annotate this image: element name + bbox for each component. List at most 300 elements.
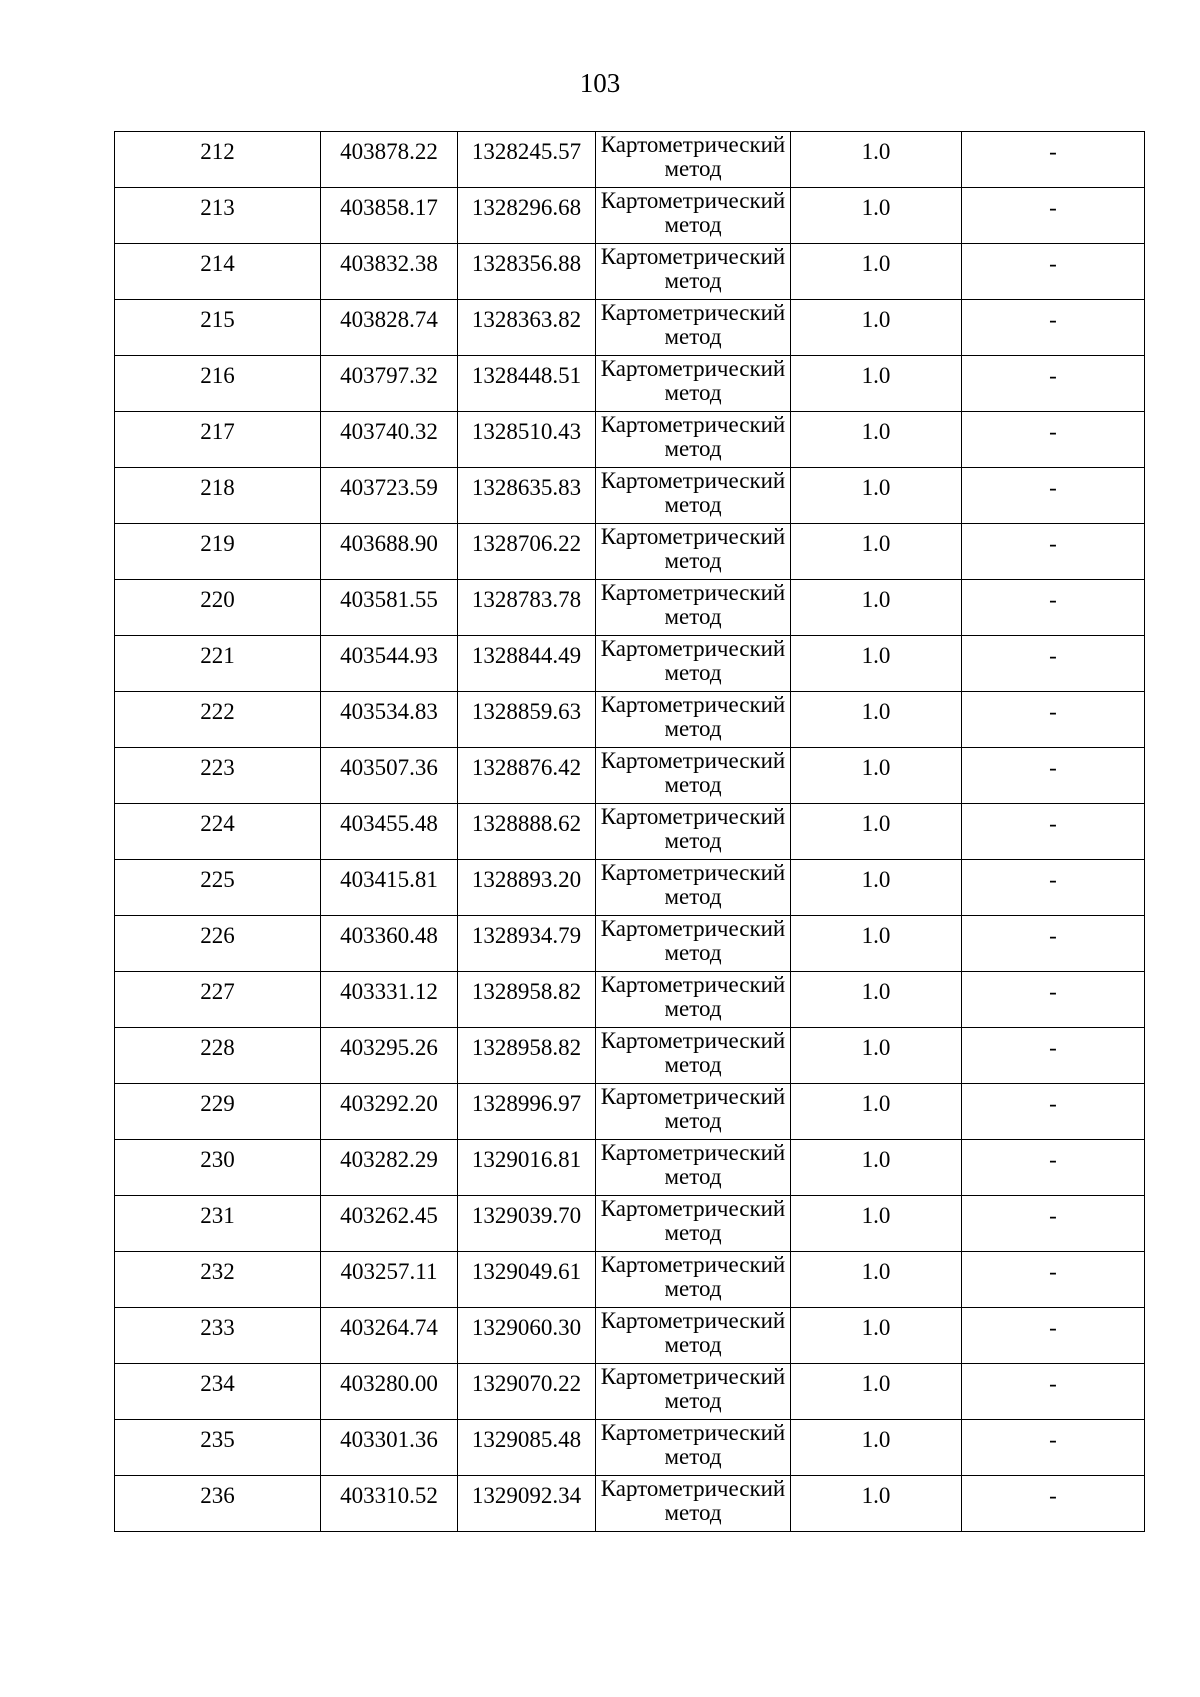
coordinate-y-cell-text: 1329016.81 bbox=[471, 1147, 582, 1172]
table-row bbox=[115, 300, 1145, 356]
table-row bbox=[115, 132, 1145, 188]
method-cell-text: Картометрический метод bbox=[600, 356, 786, 405]
coordinate-y-cell-text: 1328844.49 bbox=[471, 643, 582, 668]
method-cell-text: Картометрический метод bbox=[600, 132, 786, 181]
coordinate-y-cell-text: 1329039.70 bbox=[471, 1203, 582, 1228]
coordinate-y-cell bbox=[458, 1084, 596, 1140]
table-row bbox=[115, 1252, 1145, 1308]
coordinate-y-cell-text: 1328996.97 bbox=[471, 1091, 582, 1116]
point-number-cell-text: 216 bbox=[200, 363, 235, 388]
coordinate-x-cell-text: 403264.74 bbox=[340, 1315, 438, 1340]
coordinate-y-cell-text: 1329085.48 bbox=[471, 1427, 582, 1452]
coordinate-y-cell bbox=[458, 1140, 596, 1196]
accuracy-cell-text: 1.0 bbox=[861, 1203, 891, 1228]
coordinate-y-cell-text: 1329070.22 bbox=[471, 1371, 582, 1396]
note-cell bbox=[962, 1084, 1145, 1140]
point-number-cell-text: 223 bbox=[200, 755, 235, 780]
coordinate-y-cell-text: 1328356.88 bbox=[471, 251, 582, 276]
accuracy-cell bbox=[791, 300, 962, 356]
coordinate-y-cell bbox=[458, 692, 596, 748]
point-number-cell bbox=[115, 468, 321, 524]
accuracy-cell bbox=[791, 468, 962, 524]
note-cell bbox=[962, 636, 1145, 692]
coordinate-x-cell bbox=[321, 748, 458, 804]
point-number-cell bbox=[115, 916, 321, 972]
coordinate-y-cell bbox=[458, 132, 596, 188]
table-row bbox=[115, 860, 1145, 916]
coordinate-x-cell bbox=[321, 412, 458, 468]
accuracy-cell-text: 1.0 bbox=[861, 195, 891, 220]
coordinate-x-cell bbox=[321, 300, 458, 356]
method-cell-text: Картометрический метод bbox=[600, 1252, 786, 1301]
method-cell bbox=[596, 1308, 791, 1364]
note-cell bbox=[962, 1364, 1145, 1420]
accuracy-cell-text: 1.0 bbox=[861, 531, 891, 556]
accuracy-cell-text: 1.0 bbox=[861, 139, 891, 164]
note-cell-text: - bbox=[1049, 307, 1057, 332]
coordinate-x-cell-text: 403415.81 bbox=[340, 867, 438, 892]
point-number-cell bbox=[115, 1028, 321, 1084]
point-number-cell-text: 235 bbox=[200, 1427, 235, 1452]
method-cell bbox=[596, 1028, 791, 1084]
point-number-cell-text: 220 bbox=[200, 587, 235, 612]
coordinate-x-cell bbox=[321, 1196, 458, 1252]
coordinate-y-cell bbox=[458, 524, 596, 580]
note-cell bbox=[962, 412, 1145, 468]
note-cell-text: - bbox=[1049, 1035, 1057, 1060]
note-cell-text: - bbox=[1049, 811, 1057, 836]
point-number-cell bbox=[115, 692, 321, 748]
point-number-cell bbox=[115, 412, 321, 468]
point-number-cell-text: 233 bbox=[200, 1315, 235, 1340]
accuracy-cell bbox=[791, 636, 962, 692]
coordinate-x-cell bbox=[321, 244, 458, 300]
note-cell bbox=[962, 1140, 1145, 1196]
point-number-cell-text: 221 bbox=[200, 643, 235, 668]
coordinate-x-cell-text: 403878.22 bbox=[340, 139, 438, 164]
method-cell bbox=[596, 1084, 791, 1140]
accuracy-cell bbox=[791, 1420, 962, 1476]
accuracy-cell bbox=[791, 1140, 962, 1196]
method-cell bbox=[596, 300, 791, 356]
note-cell bbox=[962, 468, 1145, 524]
table-row bbox=[115, 188, 1145, 244]
coordinate-x-cell bbox=[321, 1420, 458, 1476]
coordinate-x-cell bbox=[321, 860, 458, 916]
note-cell bbox=[962, 1420, 1145, 1476]
point-number-cell-text: 214 bbox=[200, 251, 235, 276]
point-number-cell bbox=[115, 1196, 321, 1252]
note-cell-text: - bbox=[1049, 587, 1057, 612]
coordinate-x-cell-text: 403282.29 bbox=[340, 1147, 438, 1172]
coordinate-x-cell-text: 403280.00 bbox=[340, 1371, 438, 1396]
note-cell bbox=[962, 1476, 1145, 1532]
accuracy-cell-text: 1.0 bbox=[861, 419, 891, 444]
method-cell bbox=[596, 748, 791, 804]
note-cell-text: - bbox=[1049, 195, 1057, 220]
method-cell-text: Картометрический метод bbox=[600, 468, 786, 517]
coordinate-y-cell-text: 1328363.82 bbox=[471, 307, 582, 332]
point-number-cell bbox=[115, 132, 321, 188]
accuracy-cell bbox=[791, 1084, 962, 1140]
coordinate-y-cell-text: 1328958.82 bbox=[471, 979, 582, 1004]
note-cell bbox=[962, 972, 1145, 1028]
method-cell bbox=[596, 132, 791, 188]
accuracy-cell-text: 1.0 bbox=[861, 699, 891, 724]
method-cell-text: Картометрический метод bbox=[600, 188, 786, 237]
note-cell-text: - bbox=[1049, 699, 1057, 724]
method-cell bbox=[596, 580, 791, 636]
note-cell bbox=[962, 188, 1145, 244]
coordinate-y-cell-text: 1328934.79 bbox=[471, 923, 582, 948]
coordinate-y-cell bbox=[458, 1252, 596, 1308]
coordinate-x-cell bbox=[321, 1364, 458, 1420]
accuracy-cell bbox=[791, 1476, 962, 1532]
note-cell bbox=[962, 132, 1145, 188]
coordinate-x-cell bbox=[321, 468, 458, 524]
coordinate-x-cell bbox=[321, 188, 458, 244]
point-number-cell-text: 218 bbox=[200, 475, 235, 500]
accuracy-cell-text: 1.0 bbox=[861, 1371, 891, 1396]
note-cell-text: - bbox=[1049, 867, 1057, 892]
coordinate-y-cell-text: 1328510.43 bbox=[471, 419, 582, 444]
coordinate-y-cell-text: 1328245.57 bbox=[471, 139, 582, 164]
table-row bbox=[115, 804, 1145, 860]
coordinate-x-cell bbox=[321, 916, 458, 972]
coordinate-x-cell-text: 403740.32 bbox=[340, 419, 438, 444]
accuracy-cell-text: 1.0 bbox=[861, 755, 891, 780]
accuracy-cell bbox=[791, 356, 962, 412]
method-cell-text: Картометрический метод bbox=[600, 1196, 786, 1245]
accuracy-cell-text: 1.0 bbox=[861, 979, 891, 1004]
accuracy-cell bbox=[791, 1252, 962, 1308]
method-cell bbox=[596, 692, 791, 748]
point-number-cell bbox=[115, 636, 321, 692]
coordinate-x-cell bbox=[321, 524, 458, 580]
method-cell-text: Картометрический метод bbox=[600, 748, 786, 797]
method-cell bbox=[596, 860, 791, 916]
note-cell bbox=[962, 244, 1145, 300]
point-number-cell bbox=[115, 860, 321, 916]
note-cell-text: - bbox=[1049, 139, 1057, 164]
table-row bbox=[115, 1476, 1145, 1532]
accuracy-cell bbox=[791, 748, 962, 804]
coordinate-y-cell-text: 1329092.34 bbox=[471, 1483, 582, 1508]
method-cell bbox=[596, 1140, 791, 1196]
coordinate-y-cell bbox=[458, 1308, 596, 1364]
note-cell bbox=[962, 1028, 1145, 1084]
method-cell bbox=[596, 356, 791, 412]
note-cell-text: - bbox=[1049, 251, 1057, 276]
coordinate-y-cell bbox=[458, 748, 596, 804]
table-row bbox=[115, 1028, 1145, 1084]
coordinate-x-cell-text: 403832.38 bbox=[340, 251, 438, 276]
coordinate-x-cell bbox=[321, 692, 458, 748]
coordinate-y-cell-text: 1328783.78 bbox=[471, 587, 582, 612]
accuracy-cell bbox=[791, 1028, 962, 1084]
method-cell-text: Картометрический метод bbox=[600, 692, 786, 741]
point-number-cell bbox=[115, 1364, 321, 1420]
point-number-cell-text: 225 bbox=[200, 867, 235, 892]
point-number-cell bbox=[115, 1140, 321, 1196]
method-cell bbox=[596, 972, 791, 1028]
point-number-cell-text: 236 bbox=[200, 1483, 235, 1508]
coordinate-x-cell bbox=[321, 636, 458, 692]
point-number-cell-text: 213 bbox=[200, 195, 235, 220]
table-row bbox=[115, 916, 1145, 972]
accuracy-cell-text: 1.0 bbox=[861, 251, 891, 276]
point-number-cell bbox=[115, 804, 321, 860]
method-cell bbox=[596, 1420, 791, 1476]
method-cell bbox=[596, 412, 791, 468]
method-cell-text: Картометрический метод bbox=[600, 636, 786, 685]
method-cell-text: Картометрический метод bbox=[600, 1084, 786, 1133]
coordinate-y-cell-text: 1328706.22 bbox=[471, 531, 582, 556]
point-number-cell bbox=[115, 524, 321, 580]
accuracy-cell-text: 1.0 bbox=[861, 1035, 891, 1060]
table-row bbox=[115, 636, 1145, 692]
point-number-cell-text: 217 bbox=[200, 419, 235, 444]
coordinate-x-cell-text: 403262.45 bbox=[340, 1203, 438, 1228]
point-number-cell bbox=[115, 748, 321, 804]
method-cell-text: Картометрический метод bbox=[600, 1308, 786, 1357]
coordinate-x-cell-text: 403828.74 bbox=[340, 307, 438, 332]
coordinate-y-cell bbox=[458, 636, 596, 692]
coordinate-x-cell-text: 403455.48 bbox=[340, 811, 438, 836]
coordinate-y-cell-text: 1328958.82 bbox=[471, 1035, 582, 1060]
coordinate-y-cell-text: 1328296.68 bbox=[471, 195, 582, 220]
note-cell-text: - bbox=[1049, 1427, 1057, 1452]
coordinate-y-cell bbox=[458, 916, 596, 972]
method-cell-text: Картометрический метод bbox=[600, 580, 786, 629]
method-cell bbox=[596, 468, 791, 524]
note-cell bbox=[962, 1196, 1145, 1252]
coordinate-x-cell-text: 403507.36 bbox=[340, 755, 438, 780]
method-cell bbox=[596, 1252, 791, 1308]
coordinate-x-cell-text: 403581.55 bbox=[340, 587, 438, 612]
accuracy-cell bbox=[791, 916, 962, 972]
point-number-cell-text: 222 bbox=[200, 699, 235, 724]
coordinate-y-cell bbox=[458, 1196, 596, 1252]
accuracy-cell-text: 1.0 bbox=[861, 811, 891, 836]
note-cell bbox=[962, 916, 1145, 972]
note-cell-text: - bbox=[1049, 979, 1057, 1004]
coordinate-x-cell bbox=[321, 1476, 458, 1532]
coordinate-y-cell-text: 1329060.30 bbox=[471, 1315, 582, 1340]
note-cell-text: - bbox=[1049, 475, 1057, 500]
coordinate-y-cell bbox=[458, 1420, 596, 1476]
table-row bbox=[115, 580, 1145, 636]
method-cell-text: Картометрический метод bbox=[600, 1476, 786, 1525]
point-number-cell-text: 232 bbox=[200, 1259, 235, 1284]
coordinate-x-cell-text: 403360.48 bbox=[340, 923, 438, 948]
accuracy-cell bbox=[791, 132, 962, 188]
method-cell bbox=[596, 1364, 791, 1420]
coordinate-y-cell bbox=[458, 468, 596, 524]
coordinate-y-cell bbox=[458, 188, 596, 244]
coordinate-y-cell bbox=[458, 804, 596, 860]
accuracy-cell-text: 1.0 bbox=[861, 1315, 891, 1340]
coordinate-y-cell bbox=[458, 356, 596, 412]
method-cell-text: Картометрический метод bbox=[600, 300, 786, 349]
note-cell bbox=[962, 356, 1145, 412]
table-row bbox=[115, 244, 1145, 300]
coordinate-y-cell-text: 1328859.63 bbox=[471, 699, 582, 724]
accuracy-cell bbox=[791, 860, 962, 916]
method-cell bbox=[596, 188, 791, 244]
accuracy-cell bbox=[791, 580, 962, 636]
table-row bbox=[115, 1308, 1145, 1364]
coordinate-x-cell-text: 403797.32 bbox=[340, 363, 438, 388]
coordinate-y-cell bbox=[458, 1028, 596, 1084]
coordinate-x-cell bbox=[321, 132, 458, 188]
note-cell-text: - bbox=[1049, 1371, 1057, 1396]
method-cell bbox=[596, 1476, 791, 1532]
method-cell-text: Картометрический метод bbox=[600, 1028, 786, 1077]
accuracy-cell bbox=[791, 1196, 962, 1252]
note-cell bbox=[962, 804, 1145, 860]
coordinate-x-cell bbox=[321, 804, 458, 860]
coordinate-y-cell-text: 1328893.20 bbox=[471, 867, 582, 892]
point-number-cell-text: 226 bbox=[200, 923, 235, 948]
table-row bbox=[115, 692, 1145, 748]
accuracy-cell bbox=[791, 804, 962, 860]
point-number-cell-text: 231 bbox=[200, 1203, 235, 1228]
accuracy-cell-text: 1.0 bbox=[861, 643, 891, 668]
coordinate-y-cell bbox=[458, 412, 596, 468]
method-cell bbox=[596, 804, 791, 860]
coordinate-x-cell bbox=[321, 1308, 458, 1364]
note-cell bbox=[962, 1252, 1145, 1308]
method-cell-text: Картометрический метод bbox=[600, 916, 786, 965]
note-cell-text: - bbox=[1049, 363, 1057, 388]
coordinate-x-cell bbox=[321, 580, 458, 636]
method-cell-text: Картометрический метод bbox=[600, 524, 786, 573]
coordinate-x-cell-text: 403688.90 bbox=[340, 531, 438, 556]
method-cell-text: Картометрический метод bbox=[600, 244, 786, 293]
method-cell bbox=[596, 244, 791, 300]
table-row bbox=[115, 1084, 1145, 1140]
coordinate-y-cell-text: 1328888.62 bbox=[471, 811, 582, 836]
table-row bbox=[115, 1196, 1145, 1252]
method-cell-text: Картометрический метод bbox=[600, 1140, 786, 1189]
coordinate-x-cell-text: 403331.12 bbox=[340, 979, 438, 1004]
method-cell-text: Картометрический метод bbox=[600, 860, 786, 909]
point-number-cell bbox=[115, 188, 321, 244]
accuracy-cell-text: 1.0 bbox=[861, 1147, 891, 1172]
coordinate-y-cell-text: 1328448.51 bbox=[471, 363, 582, 388]
table-row bbox=[115, 412, 1145, 468]
table-row bbox=[115, 748, 1145, 804]
coordinates-table bbox=[114, 131, 1145, 1532]
note-cell-text: - bbox=[1049, 923, 1057, 948]
method-cell bbox=[596, 916, 791, 972]
point-number-cell bbox=[115, 1308, 321, 1364]
point-number-cell-text: 228 bbox=[200, 1035, 235, 1060]
coordinate-x-cell-text: 403723.59 bbox=[340, 475, 438, 500]
coordinate-x-cell-text: 403301.36 bbox=[340, 1427, 438, 1452]
point-number-cell bbox=[115, 1476, 321, 1532]
coordinate-x-cell bbox=[321, 1140, 458, 1196]
point-number-cell-text: 219 bbox=[200, 531, 235, 556]
point-number-cell-text: 212 bbox=[200, 139, 235, 164]
table-row bbox=[115, 524, 1145, 580]
method-cell-text: Картометрический метод bbox=[600, 412, 786, 461]
accuracy-cell-text: 1.0 bbox=[861, 1483, 891, 1508]
accuracy-cell bbox=[791, 1364, 962, 1420]
coordinate-x-cell bbox=[321, 1252, 458, 1308]
coordinate-y-cell bbox=[458, 1364, 596, 1420]
note-cell-text: - bbox=[1049, 1315, 1057, 1340]
table-row bbox=[115, 1420, 1145, 1476]
note-cell bbox=[962, 748, 1145, 804]
point-number-cell-text: 230 bbox=[200, 1147, 235, 1172]
note-cell-text: - bbox=[1049, 419, 1057, 444]
accuracy-cell bbox=[791, 188, 962, 244]
accuracy-cell-text: 1.0 bbox=[861, 1259, 891, 1284]
coordinate-x-cell-text: 403292.20 bbox=[340, 1091, 438, 1116]
note-cell-text: - bbox=[1049, 1483, 1057, 1508]
coordinate-y-cell-text: 1328635.83 bbox=[471, 475, 582, 500]
accuracy-cell bbox=[791, 412, 962, 468]
coordinate-x-cell bbox=[321, 972, 458, 1028]
accuracy-cell-text: 1.0 bbox=[861, 587, 891, 612]
coordinate-y-cell bbox=[458, 972, 596, 1028]
point-number-cell-text: 224 bbox=[200, 811, 235, 836]
coordinates-table-body bbox=[115, 132, 1145, 1532]
note-cell-text: - bbox=[1049, 1259, 1057, 1284]
coordinate-y-cell bbox=[458, 580, 596, 636]
table-row bbox=[115, 1364, 1145, 1420]
accuracy-cell-text: 1.0 bbox=[861, 867, 891, 892]
accuracy-cell-text: 1.0 bbox=[861, 923, 891, 948]
coordinate-x-cell-text: 403858.17 bbox=[340, 195, 438, 220]
accuracy-cell-text: 1.0 bbox=[861, 1427, 891, 1452]
coordinate-y-cell bbox=[458, 860, 596, 916]
method-cell bbox=[596, 524, 791, 580]
accuracy-cell bbox=[791, 244, 962, 300]
note-cell-text: - bbox=[1049, 755, 1057, 780]
coordinate-x-cell-text: 403534.83 bbox=[340, 699, 438, 724]
method-cell bbox=[596, 1196, 791, 1252]
coordinate-y-cell-text: 1329049.61 bbox=[471, 1259, 582, 1284]
accuracy-cell-text: 1.0 bbox=[861, 307, 891, 332]
coordinate-x-cell bbox=[321, 356, 458, 412]
note-cell-text: - bbox=[1049, 1147, 1057, 1172]
note-cell-text: - bbox=[1049, 643, 1057, 668]
point-number-cell-text: 227 bbox=[200, 979, 235, 1004]
table-row bbox=[115, 356, 1145, 412]
accuracy-cell bbox=[791, 1308, 962, 1364]
accuracy-cell-text: 1.0 bbox=[861, 475, 891, 500]
note-cell bbox=[962, 860, 1145, 916]
point-number-cell bbox=[115, 972, 321, 1028]
coordinate-x-cell-text: 403295.26 bbox=[340, 1035, 438, 1060]
note-cell bbox=[962, 300, 1145, 356]
accuracy-cell bbox=[791, 692, 962, 748]
note-cell-text: - bbox=[1049, 531, 1057, 556]
point-number-cell bbox=[115, 356, 321, 412]
note-cell bbox=[962, 692, 1145, 748]
point-number-cell-text: 215 bbox=[200, 307, 235, 332]
table-row bbox=[115, 468, 1145, 524]
method-cell-text: Картометрический метод bbox=[600, 804, 786, 853]
coordinate-y-cell bbox=[458, 300, 596, 356]
coordinate-x-cell-text: 403544.93 bbox=[340, 643, 438, 668]
accuracy-cell-text: 1.0 bbox=[861, 363, 891, 388]
table-row bbox=[115, 972, 1145, 1028]
note-cell-text: - bbox=[1049, 1091, 1057, 1116]
